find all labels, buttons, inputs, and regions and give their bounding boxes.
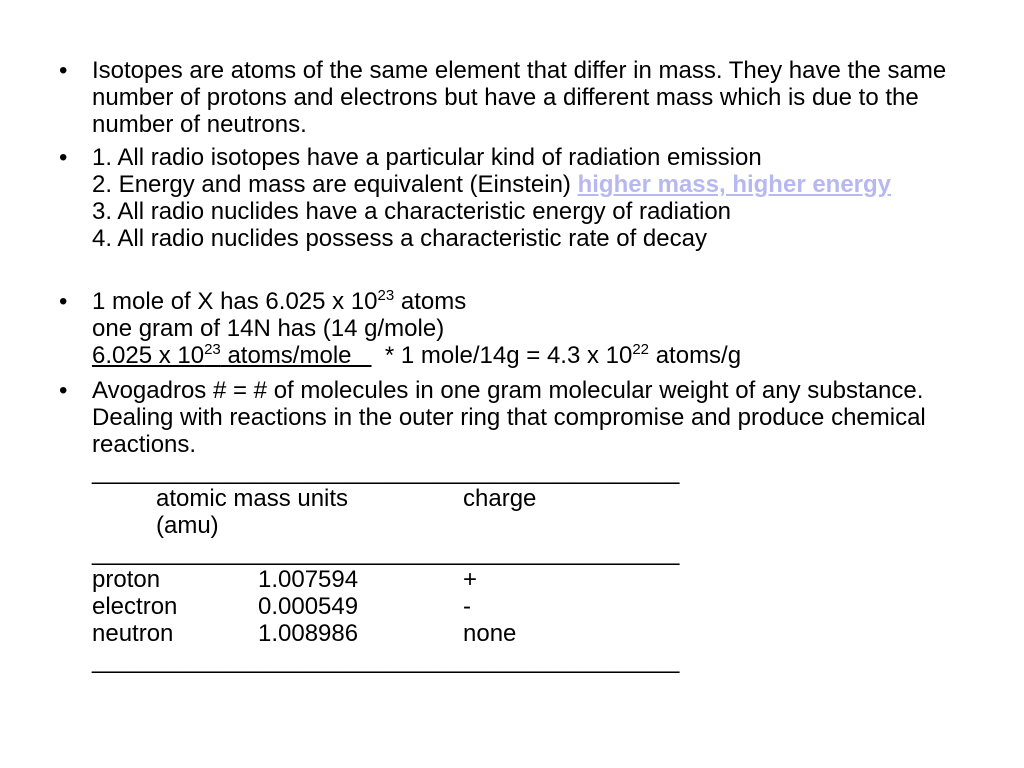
calc-unit: atoms/g — [649, 342, 742, 369]
table-rule-bottom: ____________________________________________ — [92, 647, 680, 674]
table-row — [92, 620, 992, 647]
isotopes-text: Isotopes are atoms of the same element that differ in mass. They have the same number of protons and electrons but have a different mass which is due to the number of neutrons. — [92, 57, 947, 138]
exponent: 23 — [377, 287, 395, 304]
fact-3: 3. All radio nuclides have a characteristic energy of radiation — [92, 198, 732, 225]
bullet-dot: • — [59, 377, 68, 404]
exponent: 22 — [632, 341, 650, 358]
header-amu-unit: (amu) — [156, 512, 219, 539]
bullet-avogadro — [59, 377, 992, 674]
particle-mass: 1.008986 — [258, 620, 359, 647]
mole-text: 1 mole of X has 6.025 x 10 — [92, 288, 378, 315]
particle-name: proton — [92, 566, 161, 593]
bullet-dot: • — [59, 57, 68, 84]
particle-charge: none — [463, 620, 517, 647]
header-charge: charge — [463, 485, 537, 512]
table-header-row-2 — [92, 512, 992, 539]
numerator-unit: atoms/mole — [220, 342, 372, 369]
fact-4: 4. All radio nuclides possess a characteristic rate of decay — [92, 225, 707, 252]
particle-name: electron — [92, 593, 178, 620]
fact-2 — [92, 171, 992, 198]
higher-mass-link[interactable]: higher mass, higher energy — [577, 171, 892, 198]
particle-charge: + — [463, 566, 478, 593]
underlined-numerator — [92, 342, 372, 369]
calc-text: * 1 mole/14g = 4.3 x 10 — [371, 342, 633, 369]
particle-charge: - — [463, 593, 471, 620]
avogadro-text: Avogadros # = # of molecules in one gram molecular weight of any substance. — [92, 377, 924, 404]
bullet-radio-facts — [59, 144, 992, 252]
bullet-mole — [59, 287, 992, 369]
header-amu: atomic mass units — [156, 485, 349, 512]
numerator-text: 6.025 x 10 — [92, 342, 205, 369]
mole-line-3 — [92, 342, 992, 369]
table-header-row — [92, 485, 992, 512]
mole-line-1 — [92, 288, 992, 315]
bullet-dot: • — [59, 288, 68, 315]
table-row — [92, 566, 992, 593]
particle-mass: 0.000549 — [258, 593, 359, 620]
particle-name: neutron — [92, 620, 174, 647]
bullet-dot: • — [59, 144, 68, 171]
fact-1: 1. All radio isotopes have a particular kind of radiation emission — [92, 144, 762, 171]
table-rule-middle: ____________________________________________ — [92, 539, 680, 566]
table-rule-top: ____________________________________________ — [92, 458, 680, 485]
exponent: 23 — [204, 341, 221, 358]
bullet-isotopes — [59, 57, 992, 138]
mole-line-2: one gram of 14N has (14 g/mole) — [92, 315, 445, 342]
table-row — [92, 593, 992, 620]
particle-mass: 1.007594 — [258, 566, 359, 593]
reactions-text: Dealing with reactions in the outer ring that compromise and produce chemical reactions. — [92, 404, 926, 458]
fact-2-text: 2. Energy and mass are equivalent (Einstein) — [92, 171, 578, 198]
mole-unit: atoms — [394, 288, 467, 315]
